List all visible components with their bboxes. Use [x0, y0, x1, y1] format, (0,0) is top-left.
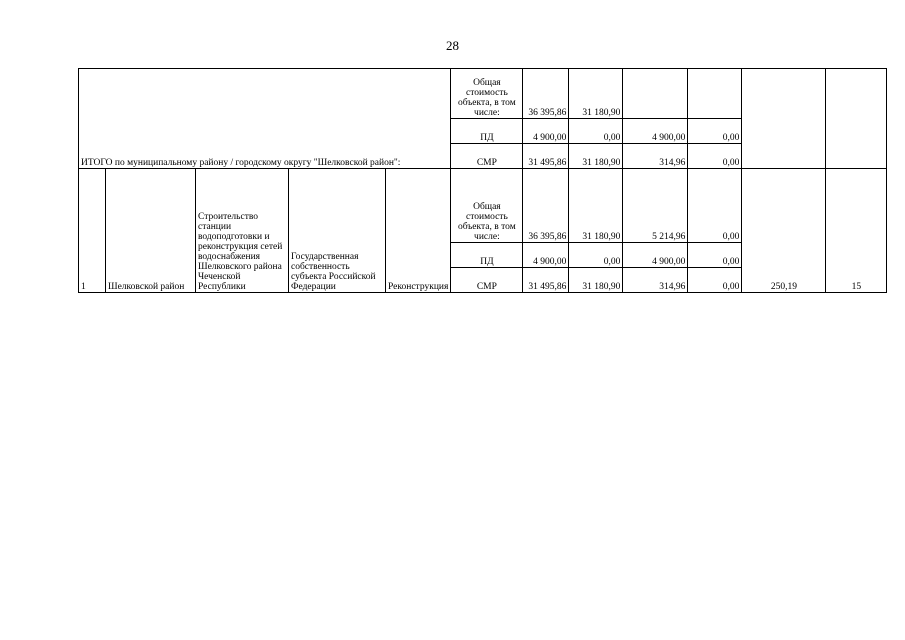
item-smr-c2: 31 180,90: [569, 268, 623, 293]
item-name: Строительство станции водоподготовки и реконструкция сетей водоснабжения Шелковского района Чеченской Республики: [196, 169, 289, 293]
item-smr-c3: 314,96: [623, 268, 688, 293]
total-capacity-cell: [742, 69, 826, 169]
item-district: Шелковской район: [106, 169, 196, 293]
total-smr-c1: 31 495,86: [523, 144, 569, 169]
item-cost-label: Общая стоимость объекта, в том числе:: [451, 169, 523, 243]
page-number: 28: [446, 38, 459, 53]
total-pd-c4: 0,00: [688, 119, 742, 144]
item-cost-c4: 0,00: [688, 169, 742, 243]
item-cost-c3: 5 214,96: [623, 169, 688, 243]
item-pd-c1: 4 900,00: [523, 243, 569, 268]
item-ownership: Государственная собственность субъекта Российской Федерации: [289, 169, 386, 293]
total-pd-c3: 4 900,00: [623, 119, 688, 144]
total-pd-label: ПД: [451, 119, 523, 144]
total-smr-c2: 31 180,90: [569, 144, 623, 169]
total-cost-c1: 36 395,86: [523, 69, 569, 119]
total-row-cost: [79, 69, 887, 119]
total-pd-c2: 0,00: [569, 119, 623, 144]
item-pd-c2: 0,00: [569, 243, 623, 268]
total-count-cell: [826, 69, 887, 169]
total-cost-label: Общая стоимость объекта, в том числе:: [451, 69, 523, 119]
item-count: 15: [826, 169, 887, 293]
item-cost-c2: 31 180,90: [569, 169, 623, 243]
total-cost-c3: [623, 69, 688, 119]
total-cost-c4: [688, 69, 742, 119]
item-smr-c1: 31 495,86: [523, 268, 569, 293]
item-number: 1: [79, 169, 106, 293]
total-cost-c2: 31 180,90: [569, 69, 623, 119]
item-cost-c1: 36 395,86: [523, 169, 569, 243]
item-type: Реконструкция: [386, 169, 451, 293]
total-pd-c1: 4 900,00: [523, 119, 569, 144]
item-pd-label: ПД: [451, 243, 523, 268]
item-smr-c4: 0,00: [688, 268, 742, 293]
item-row-cost: [79, 169, 887, 243]
total-smr-label: СМР: [451, 144, 523, 169]
item-smr-label: СМР: [451, 268, 523, 293]
total-label: ИТОГО по муниципальному району / городскому округу "Шелковской район":: [79, 69, 451, 169]
item-pd-c3: 4 900,00: [623, 243, 688, 268]
item-pd-c4: 0,00: [688, 243, 742, 268]
total-smr-c3: 314,96: [623, 144, 688, 169]
investment-table: [78, 68, 887, 293]
total-smr-c4: 0,00: [688, 144, 742, 169]
item-capacity: 250,19: [742, 169, 826, 293]
